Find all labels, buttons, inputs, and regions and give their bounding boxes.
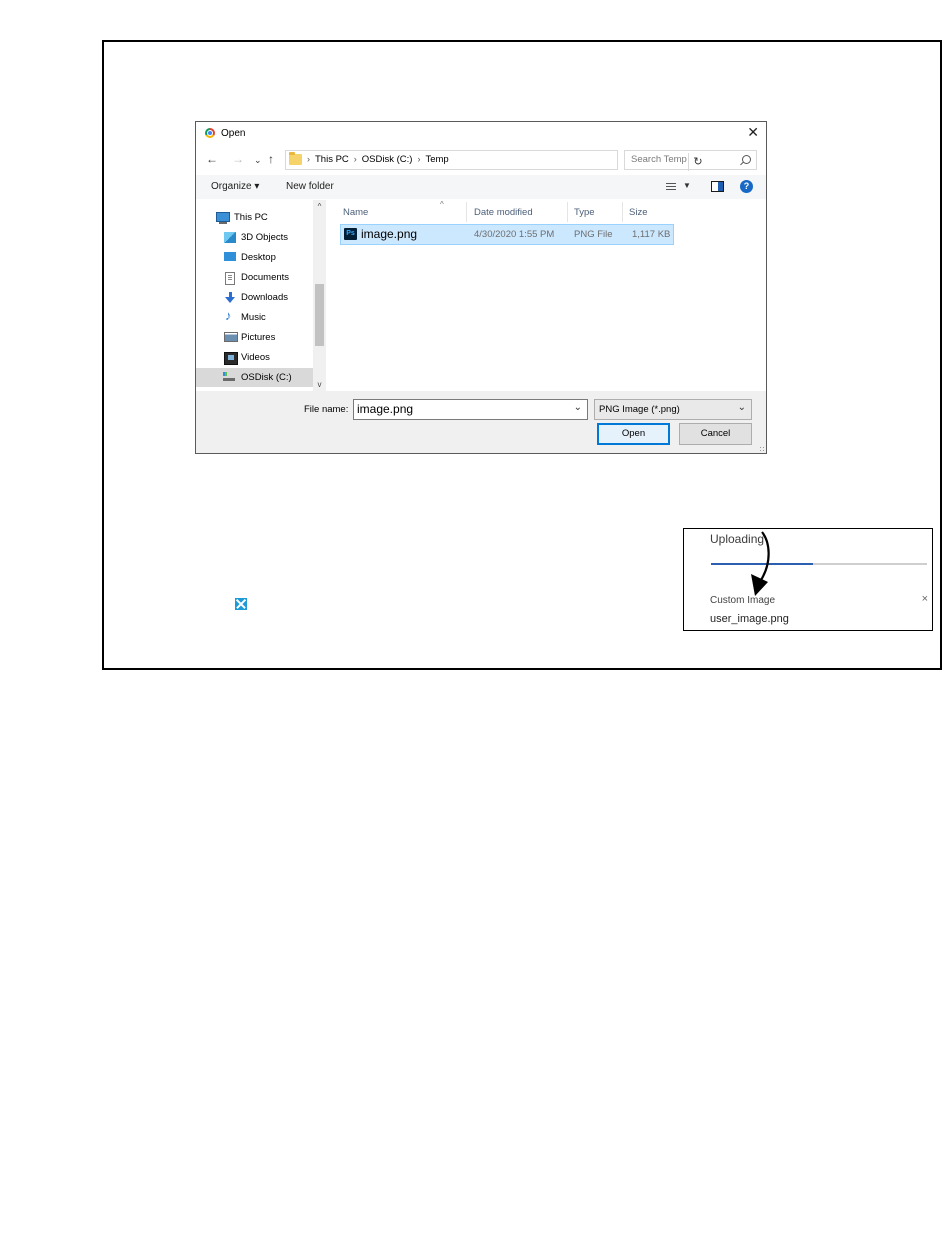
sidebar-item-downloads[interactable] bbox=[196, 288, 313, 307]
upload-card bbox=[683, 528, 933, 631]
dialog-footer bbox=[196, 391, 766, 453]
column-header-type[interactable]: Type bbox=[574, 207, 595, 218]
chrome-icon bbox=[205, 128, 215, 138]
scroll-up-icon[interactable]: ^ bbox=[317, 202, 322, 211]
annotation-arrow bbox=[742, 530, 782, 600]
sidebar-item-label: Documents bbox=[241, 272, 290, 283]
remove-icon[interactable]: × bbox=[921, 593, 928, 605]
close-icon[interactable]: ✕ bbox=[747, 124, 759, 140]
forward-arrow-icon[interactable]: → bbox=[232, 152, 244, 166]
sidebar-item-label: Downloads bbox=[241, 292, 288, 303]
cancel-button[interactable]: Cancel bbox=[679, 423, 752, 445]
sidebar-item-this-pc[interactable] bbox=[196, 208, 313, 227]
sidebar-item-videos[interactable] bbox=[196, 348, 313, 367]
document-icon bbox=[225, 272, 235, 285]
cube-icon bbox=[224, 232, 236, 243]
breadcrumb-separator[interactable]: › bbox=[353, 154, 357, 164]
chevron-down-icon[interactable]: ⌄ bbox=[737, 402, 746, 413]
search-input[interactable] bbox=[625, 151, 731, 167]
file-name-cell: image.png bbox=[361, 227, 418, 241]
search-icon[interactable] bbox=[742, 155, 751, 164]
open-file-dialog bbox=[195, 121, 767, 454]
resize-grip-icon[interactable] bbox=[759, 446, 765, 452]
column-header-name[interactable]: Name bbox=[343, 207, 369, 218]
chevron-down-icon[interactable]: ⌄ bbox=[573, 402, 582, 413]
breadcrumb bbox=[307, 154, 449, 165]
music-note-icon: ♪ bbox=[225, 308, 232, 323]
file-type-value: PNG Image (*.png) bbox=[599, 404, 680, 415]
column-divider[interactable] bbox=[622, 202, 623, 222]
annotation-arrow-head bbox=[751, 574, 768, 596]
file-name-label: File name: bbox=[304, 404, 349, 415]
photoshop-file-icon: Ps bbox=[344, 228, 357, 240]
dialog-title: Open bbox=[221, 128, 246, 139]
folder-icon bbox=[289, 154, 302, 165]
column-divider[interactable] bbox=[466, 202, 467, 222]
new-folder-button[interactable]: New folder bbox=[286, 181, 334, 192]
file-name-input[interactable] bbox=[354, 400, 562, 417]
refresh-icon[interactable]: ↻ bbox=[688, 153, 707, 171]
dialog-titlebar bbox=[196, 122, 766, 144]
breadcrumb-separator[interactable]: › bbox=[417, 154, 421, 164]
desktop-icon bbox=[224, 252, 236, 261]
sidebar-item-documents[interactable] bbox=[196, 268, 313, 287]
sort-ascending-icon: ^ bbox=[440, 200, 444, 209]
annotation-arrow-shaft bbox=[761, 532, 769, 580]
file-size-cell: 1,117 KB bbox=[632, 229, 671, 240]
sidebar-item-label: This PC bbox=[234, 212, 268, 223]
help-icon[interactable]: ? bbox=[740, 180, 753, 193]
file-type-cell: PNG File bbox=[574, 229, 613, 240]
scrollbar-thumb[interactable] bbox=[315, 284, 324, 346]
recent-locations-chevron-icon[interactable]: ⌄ bbox=[254, 155, 262, 165]
navigation-bar bbox=[196, 148, 766, 172]
download-icon bbox=[224, 292, 236, 303]
sidebar-item-music[interactable] bbox=[196, 308, 313, 327]
sidebar-item-label: Videos bbox=[241, 352, 270, 363]
file-name-combobox bbox=[353, 399, 588, 420]
sidebar-item-label: 3D Objects bbox=[241, 232, 288, 243]
preview-pane-icon[interactable] bbox=[711, 181, 724, 192]
file-type-select[interactable] bbox=[594, 399, 752, 420]
sidebar-item-pictures[interactable] bbox=[196, 328, 313, 347]
column-divider[interactable] bbox=[567, 202, 568, 222]
sidebar-item-label: Desktop bbox=[241, 252, 276, 263]
pictures-icon bbox=[224, 332, 238, 342]
breadcrumb-temp[interactable]: Temp bbox=[425, 154, 449, 165]
sidebar-item-osdisk[interactable] bbox=[196, 368, 313, 387]
uploaded-file-name: user_image.png bbox=[710, 613, 789, 625]
sidebar-item-label: OSDisk (C:) bbox=[241, 372, 292, 383]
file-row-image-png[interactable] bbox=[340, 224, 674, 245]
file-list bbox=[336, 200, 760, 391]
breadcrumb-osdisk[interactable]: OSDisk (C:) bbox=[361, 154, 413, 165]
file-date-cell: 4/30/2020 1:55 PM bbox=[474, 229, 555, 240]
computer-icon bbox=[216, 212, 230, 222]
open-button[interactable]: Open bbox=[597, 423, 670, 445]
drive-icon bbox=[223, 372, 235, 381]
up-arrow-icon[interactable]: ↑ bbox=[268, 152, 274, 166]
search-box bbox=[624, 150, 757, 170]
address-bar[interactable] bbox=[285, 150, 703, 170]
column-header-size[interactable]: Size bbox=[629, 207, 648, 218]
video-icon bbox=[224, 352, 238, 365]
upload-status-title: Uploading bbox=[710, 532, 765, 546]
navigation-pane bbox=[196, 200, 327, 391]
sidebar-item-3d-objects[interactable] bbox=[196, 228, 313, 247]
breadcrumb-this-pc[interactable]: This PC bbox=[315, 154, 349, 165]
breadcrumb-separator: › bbox=[307, 154, 310, 164]
column-header-date-modified[interactable]: Date modified bbox=[474, 207, 533, 218]
navigation-scrollbar[interactable] bbox=[313, 200, 326, 391]
sidebar-item-label: Pictures bbox=[241, 332, 276, 343]
custom-image-label: Custom Image bbox=[710, 595, 776, 606]
organize-menu[interactable]: Organize ▾ bbox=[211, 181, 260, 192]
sidebar-item-label: Music bbox=[241, 312, 266, 323]
view-dropdown-icon[interactable]: ▼ bbox=[683, 181, 691, 190]
back-arrow-icon[interactable]: ← bbox=[206, 152, 218, 166]
broken-image-icon bbox=[235, 598, 247, 610]
view-options-icon[interactable] bbox=[666, 183, 676, 191]
sidebar-item-desktop[interactable] bbox=[196, 248, 313, 267]
command-toolbar bbox=[196, 175, 766, 199]
scroll-down-icon[interactable]: v bbox=[317, 380, 322, 389]
